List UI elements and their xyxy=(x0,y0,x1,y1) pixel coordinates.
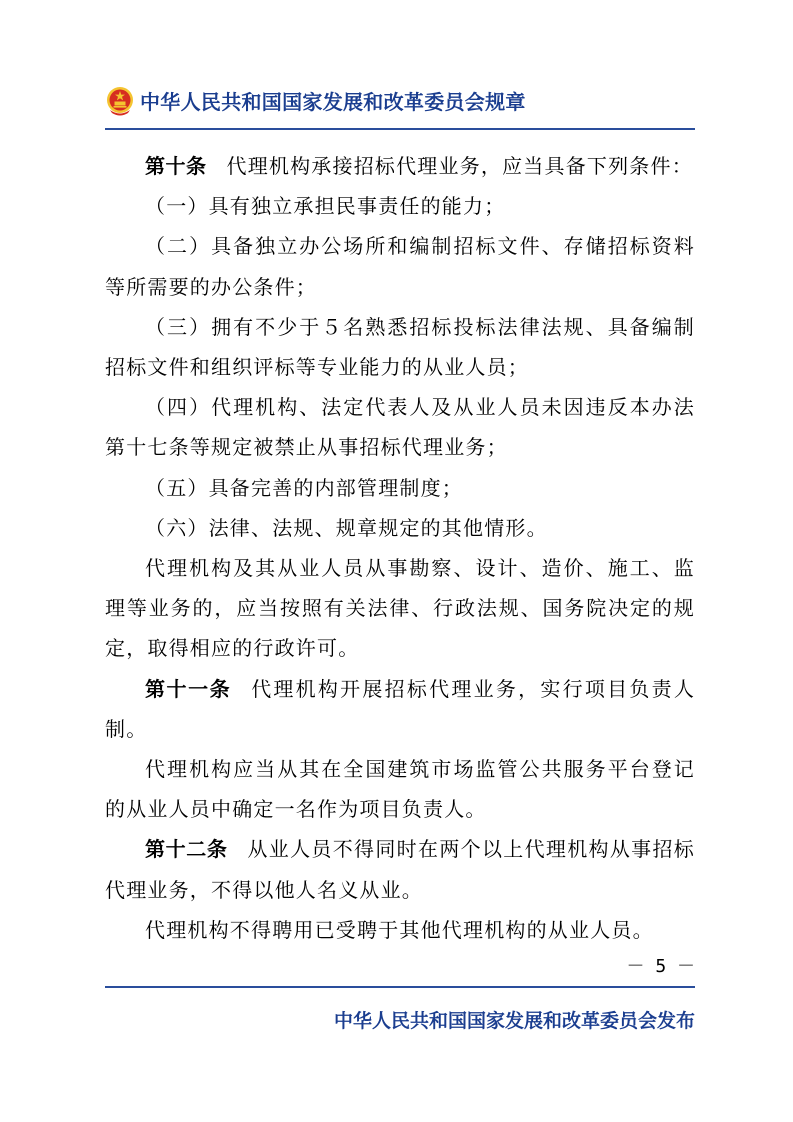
document-body xyxy=(105,146,695,950)
article-10-item-6: （六）法律、法规、规章规定的其他情形。 xyxy=(145,515,548,540)
article-10-item-5: （五）具备完善的内部管理制度； xyxy=(145,475,463,500)
page-header xyxy=(105,84,695,124)
article-11-extra: 代理机构应当从其在全国建筑市场监管公共服务平台登记的从业人员中确定一名作为项目负责人。 xyxy=(105,757,695,822)
article-10-item-3: （三）拥有不少于５名熟悉招标投标法律法规、具备编制招标文件和组织评标等专业能力的从业人员； xyxy=(105,314,695,380)
article-10-item-2: （二）具备独立办公场所和编制招标文件、存储招标资料等所需要的办公条件； xyxy=(105,234,695,299)
national-emblem-icon xyxy=(105,86,135,118)
article-10-extra: 代理机构及其从业人员从事勘察、设计、造价、施工、监理等业务的，应当按照有关法律、行政法规、国务院决定的规定，取得相应的行政许可。 xyxy=(105,556,695,661)
article-12-heading: 第十二条 xyxy=(145,837,228,862)
article-10-item-4: （四）代理机构、法定代表人及从业人员未因违反本办法第十七条等规定被禁止从事招标代理业务； xyxy=(105,395,695,460)
article-11-text: 代理机构开展招标代理业务，实行项目负责人制。 xyxy=(105,676,696,741)
article-10-item-1: （一）具有独立承担民事责任的能力； xyxy=(145,194,506,219)
article-10-heading: 第十条 xyxy=(145,154,207,178)
article-12-extra: 代理机构不得聘用已受聘于其他代理机构的从业人员。 xyxy=(145,917,654,942)
footer-divider xyxy=(105,986,695,988)
article-10-text: 代理机构承接招标代理业务，应当具备下列条件： xyxy=(226,154,693,178)
article-12-text: 从业人员不得同时在两个以上代理机构从事招标代理业务，不得以他人名义从业。 xyxy=(105,837,695,902)
footer-publisher: 中华人民共和国国家发展和改革委员会发布 xyxy=(333,1010,695,1032)
header-divider xyxy=(105,128,695,130)
article-10 xyxy=(105,146,695,186)
article-11 xyxy=(105,669,695,749)
article-12 xyxy=(105,829,695,909)
article-11-heading: 第十一条 xyxy=(145,676,232,701)
header-title: 中华人民共和国国家发展和改革委员会规章 xyxy=(140,90,526,114)
page-number: － 5 － xyxy=(626,956,695,977)
